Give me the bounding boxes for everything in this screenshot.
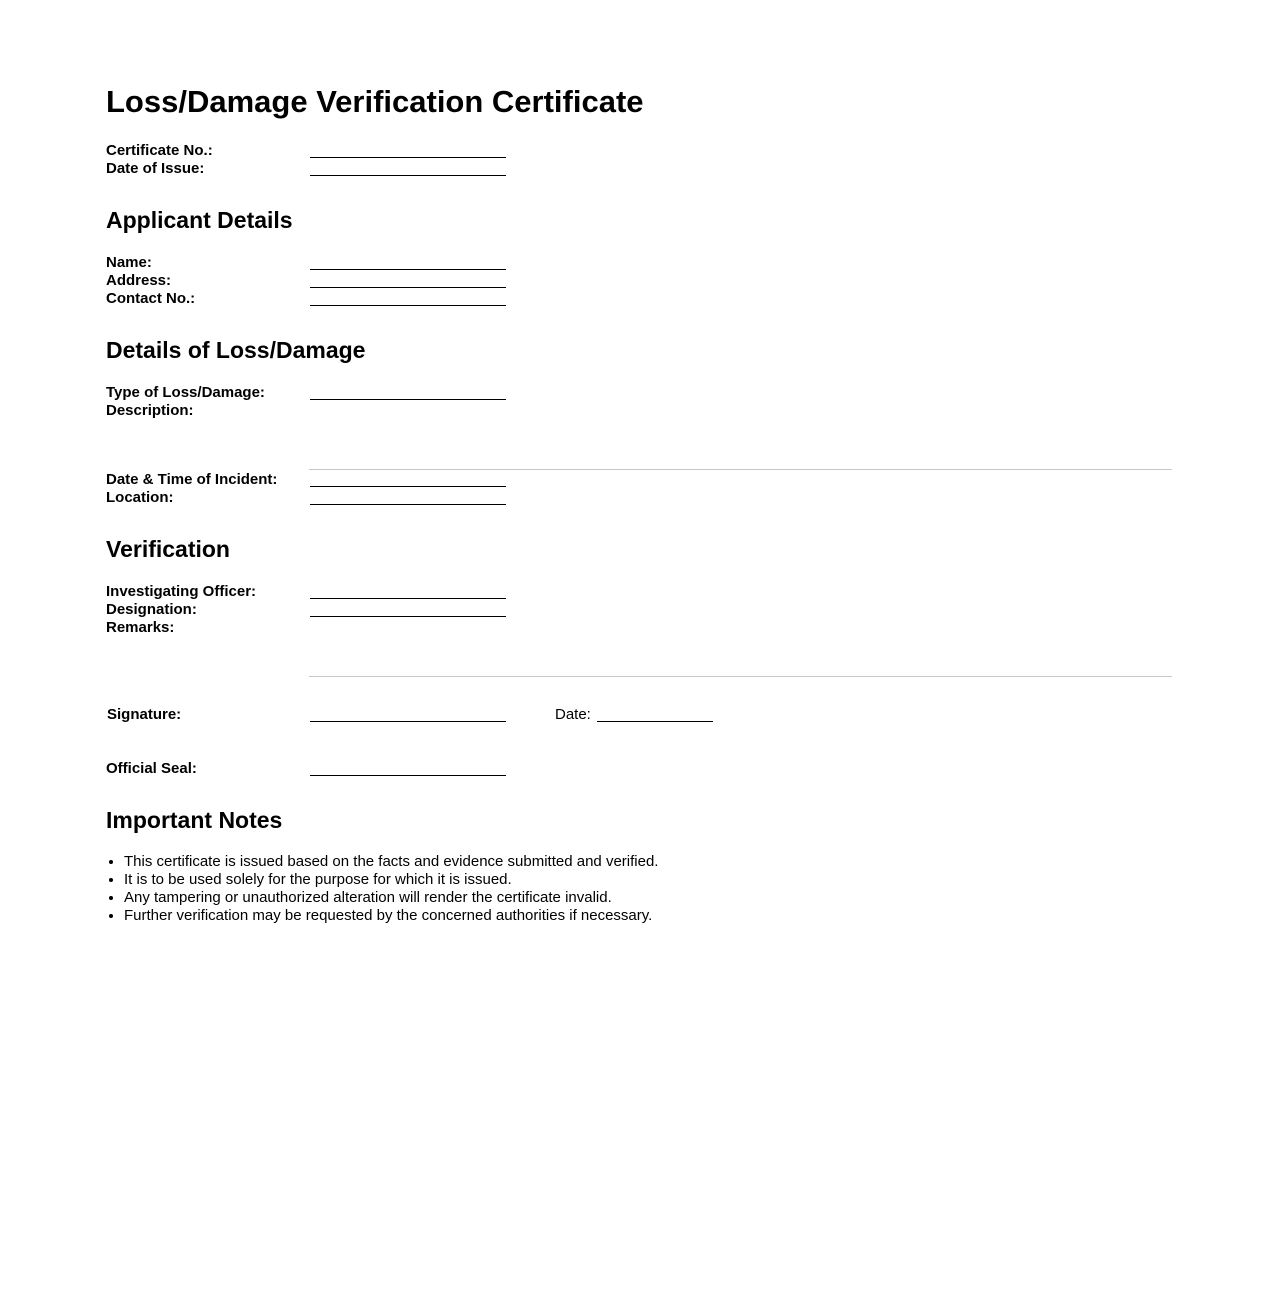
applicant-details-heading: Applicant Details (106, 207, 293, 233)
address-label: Address: (106, 272, 172, 289)
designation-label: Designation: (106, 601, 197, 618)
address-field[interactable] (310, 287, 506, 288)
description-field[interactable] (309, 469, 1172, 470)
remarks-field[interactable] (309, 676, 1172, 677)
verification-heading: Verification (106, 536, 230, 562)
incident-datetime-label: Date & Time of Incident: (106, 471, 278, 488)
signature-date-label: Date: (555, 706, 591, 723)
incident-datetime-field[interactable] (310, 486, 506, 487)
investigating-officer-field[interactable] (310, 598, 506, 599)
page-title: Loss/Damage Verification Certificate (106, 84, 644, 119)
location-field[interactable] (310, 504, 506, 505)
date-of-issue-label: Date of Issue: (106, 160, 205, 177)
name-label: Name: (106, 254, 152, 271)
date-of-issue-field[interactable] (310, 175, 506, 176)
signature-field[interactable] (310, 721, 506, 722)
signature-label: Signature: (107, 706, 182, 723)
contact-no-label: Contact No.: (106, 290, 196, 307)
name-field[interactable] (310, 269, 506, 270)
certificate-no-field[interactable] (310, 157, 506, 158)
important-notes-heading: Important Notes (106, 807, 283, 833)
designation-field[interactable] (310, 616, 506, 617)
notes-list (106, 853, 658, 925)
description-label: Description: (106, 402, 194, 419)
list-item: • This certificate is issued based on the facts and evidence submitted and verified. (124, 853, 658, 871)
remarks-label: Remarks: (106, 619, 175, 636)
list-item: • Any tampering or unauthorized alteration will render the certificate invalid. (124, 889, 658, 907)
location-label: Location: (106, 489, 174, 506)
loss-type-field[interactable] (310, 399, 506, 400)
investigating-officer-label: Investigating Officer: (106, 583, 257, 600)
list-item: • Further verification may be requested by the concerned authorities if necessary. (124, 907, 658, 925)
list-item: • It is to be used solely for the purpose for which it is issued. (124, 871, 658, 889)
signature-date-field[interactable] (597, 721, 713, 722)
loss-details-heading: Details of Loss/Damage (106, 337, 366, 363)
contact-no-field[interactable] (310, 305, 506, 306)
loss-type-label: Type of Loss/Damage: (106, 384, 265, 401)
official-seal-label: Official Seal: (106, 760, 197, 777)
official-seal-field[interactable] (310, 775, 506, 776)
certificate-no-label: Certificate No.: (106, 142, 213, 159)
